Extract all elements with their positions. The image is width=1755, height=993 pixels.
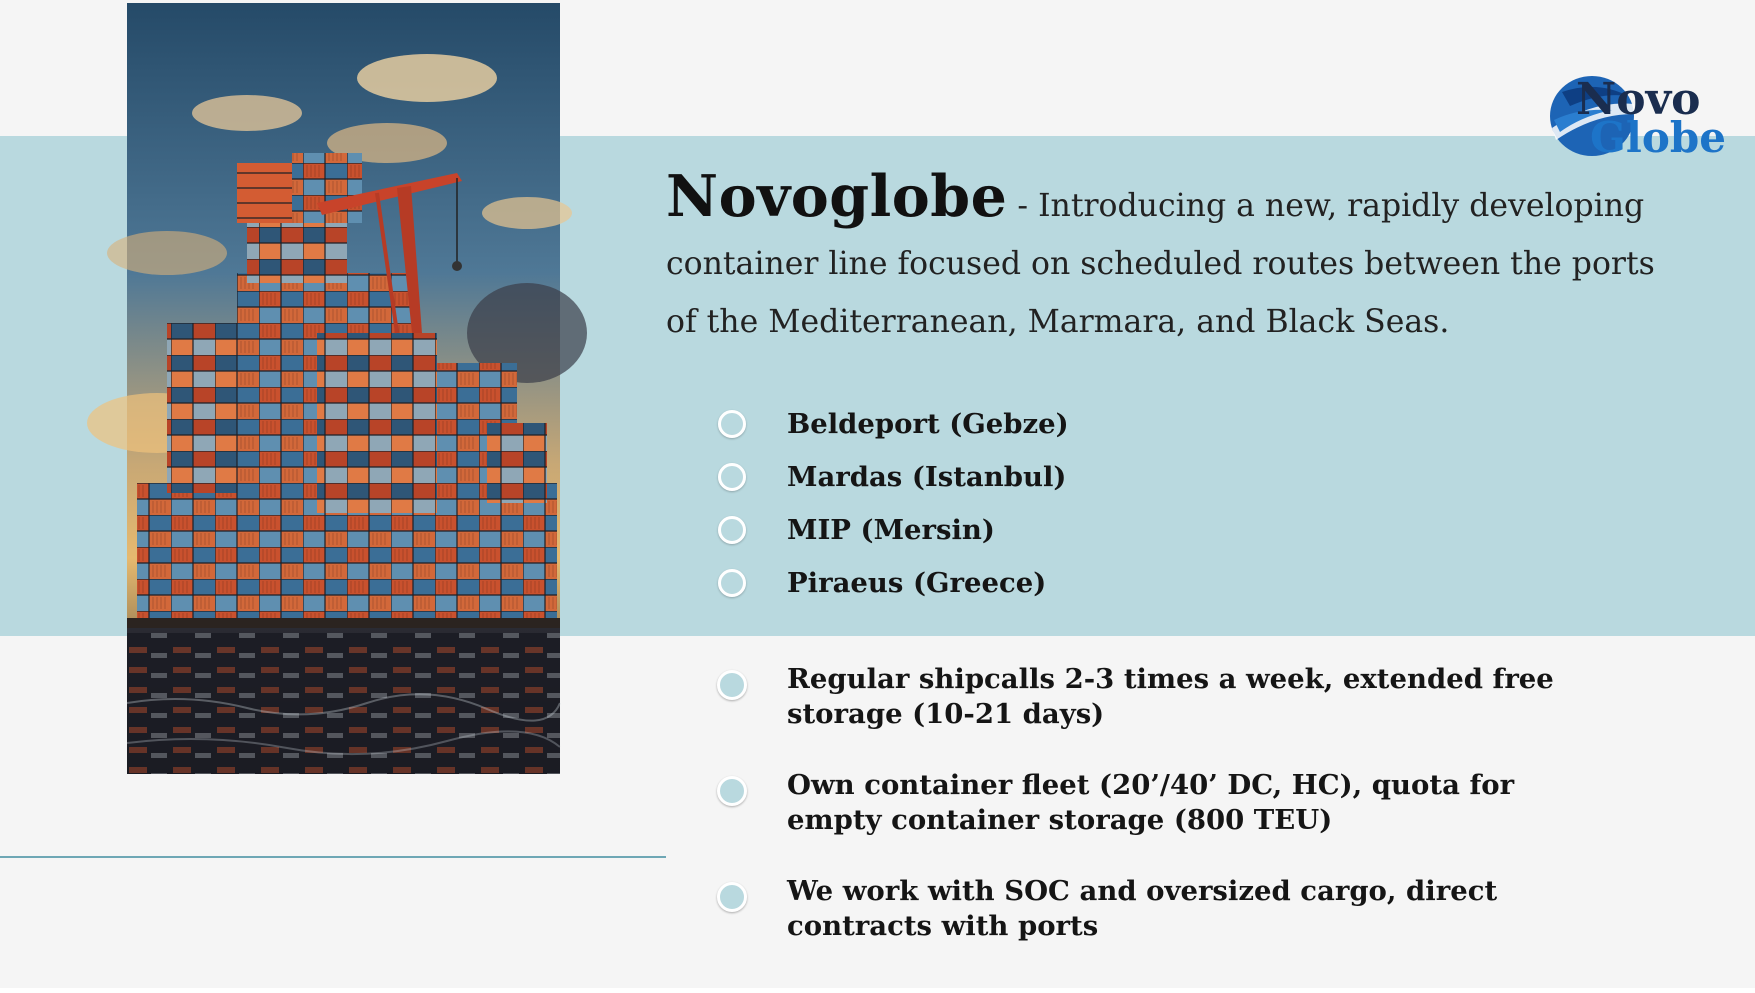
feature-text: We work with SOC and oversized cargo, direct contracts with ports xyxy=(787,875,1498,942)
intro-paragraph xyxy=(666,163,1666,351)
brand-name: Novoglobe xyxy=(666,163,1008,230)
circle-bullet-icon xyxy=(718,410,746,438)
dot-bullet-icon xyxy=(717,670,747,700)
port-name: MIP (Mersin) xyxy=(787,514,995,546)
list-item xyxy=(716,451,1069,504)
novoglobe-logo xyxy=(1542,70,1726,162)
dot-bullet-icon xyxy=(717,776,747,806)
list-item xyxy=(716,874,1567,944)
feature-text: Own container fleet (20’/40’ DC, HC), quota for empty container storage (800 TEU) xyxy=(787,769,1515,836)
port-name: Beldeport (Gebze) xyxy=(787,408,1069,440)
port-name: Piraeus (Greece) xyxy=(787,567,1047,599)
list-item xyxy=(716,398,1069,451)
divider-line xyxy=(0,856,666,858)
port-name: Mardas (Istanbul) xyxy=(787,461,1067,493)
list-item xyxy=(716,504,1069,557)
features-list xyxy=(716,662,1567,980)
ports-list xyxy=(716,398,1069,610)
intro-text: - Introducing a new, rapidly developing container line focused on scheduled routes between the ports of the Mediterranean, Marmara, and Black Seas. xyxy=(666,188,1655,340)
circle-bullet-icon xyxy=(718,569,746,597)
list-item xyxy=(716,662,1567,732)
dot-bullet-icon xyxy=(717,882,747,912)
circle-bullet-icon xyxy=(718,516,746,544)
logo-wordmark-bottom: Globe xyxy=(1590,113,1726,162)
list-item xyxy=(716,557,1069,610)
feature-text: Regular shipcalls 2-3 times a week, extended free storage (10-21 days) xyxy=(787,663,1554,730)
logo-wordmark-top: Novo xyxy=(1576,74,1701,125)
circle-bullet-icon xyxy=(718,463,746,491)
list-item xyxy=(716,768,1567,838)
container-stack-photo xyxy=(127,3,560,774)
